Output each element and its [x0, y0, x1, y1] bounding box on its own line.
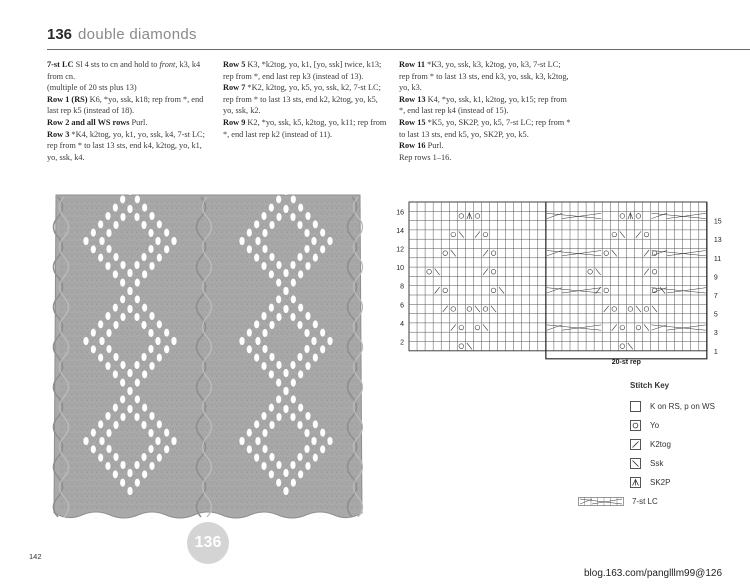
- yo-circle-icon: [630, 420, 641, 431]
- blog-credit: blog.163.com/panglllm99@126: [584, 568, 723, 579]
- stitch-key-row: [630, 416, 715, 435]
- pattern-name: double diamonds: [78, 26, 197, 43]
- stitch-key-row: [630, 473, 715, 492]
- repeat-label: 20-st rep: [611, 358, 641, 366]
- knitted-swatch-image: [50, 191, 366, 523]
- chart-symbols: [427, 213, 706, 349]
- instruction-paragraph: (multiple of 20 sts plus 13): [47, 83, 137, 93]
- row-number-left: 16: [396, 209, 404, 217]
- stitch-key-label: Yo: [650, 421, 660, 430]
- row-number-right: 7: [713, 293, 718, 300]
- row-label: Row 1 (RS): [47, 94, 88, 104]
- ssk-icon: [630, 458, 641, 469]
- instruction-paragraph: Row 7 *K2, k2tog, yo, k5, yo, ssk, k2, 7-st LC; rep from * to last 13 sts, end k2, k2tog, yo, k5, yo, ssk, k2.: [223, 83, 381, 116]
- pattern-badge: 136: [187, 522, 229, 564]
- row-label: 7-st LC: [47, 60, 74, 69]
- row-label: Row 15: [399, 117, 426, 127]
- instruction-paragraph: Row 9 K2, *yo, ssk, k5, k2tog, yo, k11; rep from *, end last rep k2 (instead of 11).: [223, 117, 387, 139]
- header-rule: [47, 49, 750, 50]
- stitch-key-row: [630, 454, 715, 473]
- row-number-left: 14: [396, 227, 404, 235]
- pattern-title: [47, 26, 197, 43]
- row-label: Row 5: [223, 60, 246, 69]
- row-number-left: 10: [396, 265, 404, 273]
- stitch-key-label: Ssk: [650, 459, 664, 468]
- row-label: Row 7: [223, 83, 246, 93]
- row-number-right: 1: [713, 348, 718, 356]
- row-number-right: 11: [713, 255, 722, 263]
- row-number-left: 8: [400, 283, 404, 291]
- instructions-column-1: [47, 59, 214, 163]
- row-number-right: 3: [713, 330, 718, 338]
- instruction-paragraph: Row 3 *K4, k2tog, yo, k1, yo, ssk, k4, 7-st LC; rep from * to last 13 sts, end k4, k2tog, yo, k1, yo, ssk, k4.: [47, 129, 205, 162]
- row-number-right: 13: [713, 237, 722, 245]
- stitch-key-row: [630, 397, 715, 416]
- instruction-paragraph: Row 15 *K5, yo, SK2P, yo, k5, 7-st LC; rep from * to last 13 sts, end k5, yo, SK2P, yo, k5.: [399, 117, 571, 139]
- instruction-paragraph: Row 5 K3, *k2tog, yo, k1, [yo, ssk] twice, k13; rep from *, end last rep k3 (instead of 13).: [223, 60, 382, 81]
- row-label: Row 2 and all WS rows: [47, 117, 130, 127]
- row-number-left: 6: [400, 302, 404, 310]
- row-number-right: 9: [713, 274, 718, 282]
- page-number: 142: [29, 552, 42, 561]
- stitch-key-label: SK2P: [650, 478, 671, 487]
- stitch-key-label: 7-st LC: [632, 497, 658, 506]
- row-label: Row 16: [399, 141, 426, 151]
- row-number-right: 15: [713, 218, 722, 226]
- stitch-key-row: [630, 435, 715, 454]
- chart-grid: [409, 202, 707, 351]
- stitch-key-row: [630, 492, 715, 511]
- pattern-number: 136: [47, 26, 73, 43]
- row-number-right: 5: [713, 311, 718, 319]
- row-label: Row 3: [47, 129, 70, 139]
- instructions-column-3: [399, 59, 573, 163]
- row-label: Row 9: [223, 117, 246, 127]
- instruction-paragraph: Row 1 (RS) K6, *yo, ssk, k18; rep from *, end last rep k5 (instead of 18).: [47, 94, 204, 116]
- instruction-paragraph: Row 11 *K3, yo, ssk, k3, k2tog, yo, k3, 7-st LC; rep from * to last 13 sts, end k3, yo, ssk, k3, k2tog, yo, k3.: [399, 60, 569, 93]
- stitch-key-label: K on RS, p on WS: [650, 402, 715, 411]
- row-label: Row 11: [399, 60, 426, 69]
- instruction-paragraph: Row 13 K4, *yo, ssk, k1, k2tog, yo, k15; rep from *, end last rep k4 (instead of 15).: [399, 94, 567, 116]
- instruction-paragraph: Rep rows 1–16.: [399, 152, 452, 162]
- row-label: Row 13: [399, 94, 426, 104]
- row-number-left: 4: [400, 320, 404, 328]
- stitch-key-title: Stitch Key: [630, 381, 670, 390]
- square-icon: [630, 401, 641, 412]
- cable-icon: [578, 497, 624, 506]
- instruction-paragraph: Row 2 and all WS rows Purl.: [47, 117, 148, 127]
- sk2p-icon: [630, 477, 641, 488]
- instruction-paragraph: 7-st LC Sl 4 sts to cn and hold to front, k3, k4 from cn.: [47, 60, 201, 81]
- row-number-left: 12: [396, 246, 404, 254]
- knitting-chart: [390, 199, 730, 367]
- instructions-column-2: [223, 59, 388, 140]
- instruction-paragraph: Row 16 Purl.: [399, 141, 444, 151]
- stitch-key: [630, 381, 715, 511]
- row-number-left: 2: [400, 339, 404, 347]
- k2tog-icon: [630, 439, 641, 450]
- stitch-key-label: K2tog: [650, 440, 671, 449]
